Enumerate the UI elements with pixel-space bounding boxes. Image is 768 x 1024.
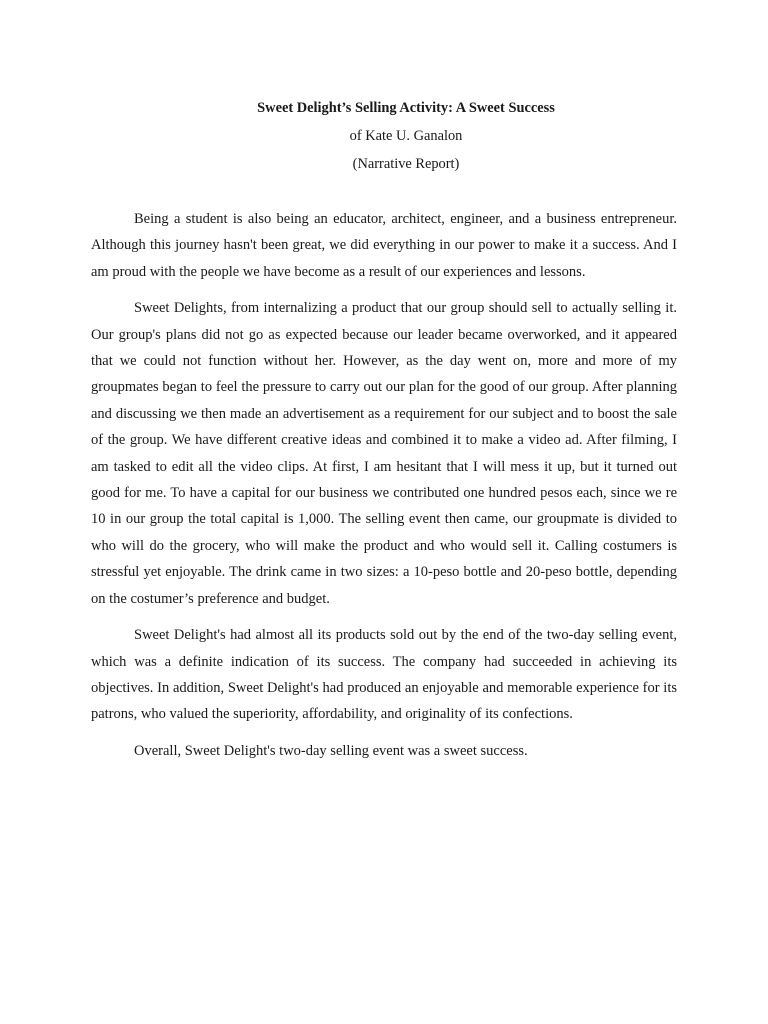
paragraph-intro: Being a student is also being an educator, architect, engineer, and a business entrepreneur. Although this journey hasn't been great, we did everything in our power to make it a success. And I am proud with the people we have become as a result of our experiences and lessons.	[91, 211, 677, 280]
paragraph-activity: Sweet Delights, from internalizing a product that our group should sell to actually selling it. Our group's plans did not go as expected because our leader became overworked, and it appeared that we could not function without her. However, as the day went on, more and more of my groupmates began to feel the pressure to carry out our plan for the good of our group. After planning and discussing we then made an advertisement as a requirement for our subject and to boost the sale of the group. We have different creative ideas and combined it to make a video ad. After filming, I am tasked to edit all the video clips. At first, I am hesitant that I will mess it up, but it turned out good for me. To have a capital for our business we contributed one hundred pesos each, since we re 10 in our group the total capital is 1,000. The selling event then came, our groupmate is divided to who will do the grocery, who will make the product and who would sell it. Calling costumers is stressful yet enjoyable. The drink came in two sizes: a 10-peso bottle and 20-peso bottle, depending on the costumer’s preference and budget.	[91, 300, 677, 607]
document-byline: of Kate U. Ganalon	[349, 128, 463, 144]
document-title: Sweet Delight’s Selling Activity: A Sweet Success	[257, 100, 555, 116]
document-body	[91, 206, 677, 774]
paragraph-results: Sweet Delight's had almost all its products sold out by the end of the two-day selling event, which was a definite indication of its success. The company had succeeded in achieving its objectives. In addition, Sweet Delight's had produced an enjoyable and memorable experience for its patrons, who valued the superiority, affordability, and originality of its confections.	[91, 627, 677, 723]
document-subtitle: (Narrative Report)	[352, 156, 460, 172]
paragraph-conclusion: Overall, Sweet Delight's two-day selling event was a sweet success.	[134, 742, 528, 759]
document-header	[0, 94, 768, 178]
